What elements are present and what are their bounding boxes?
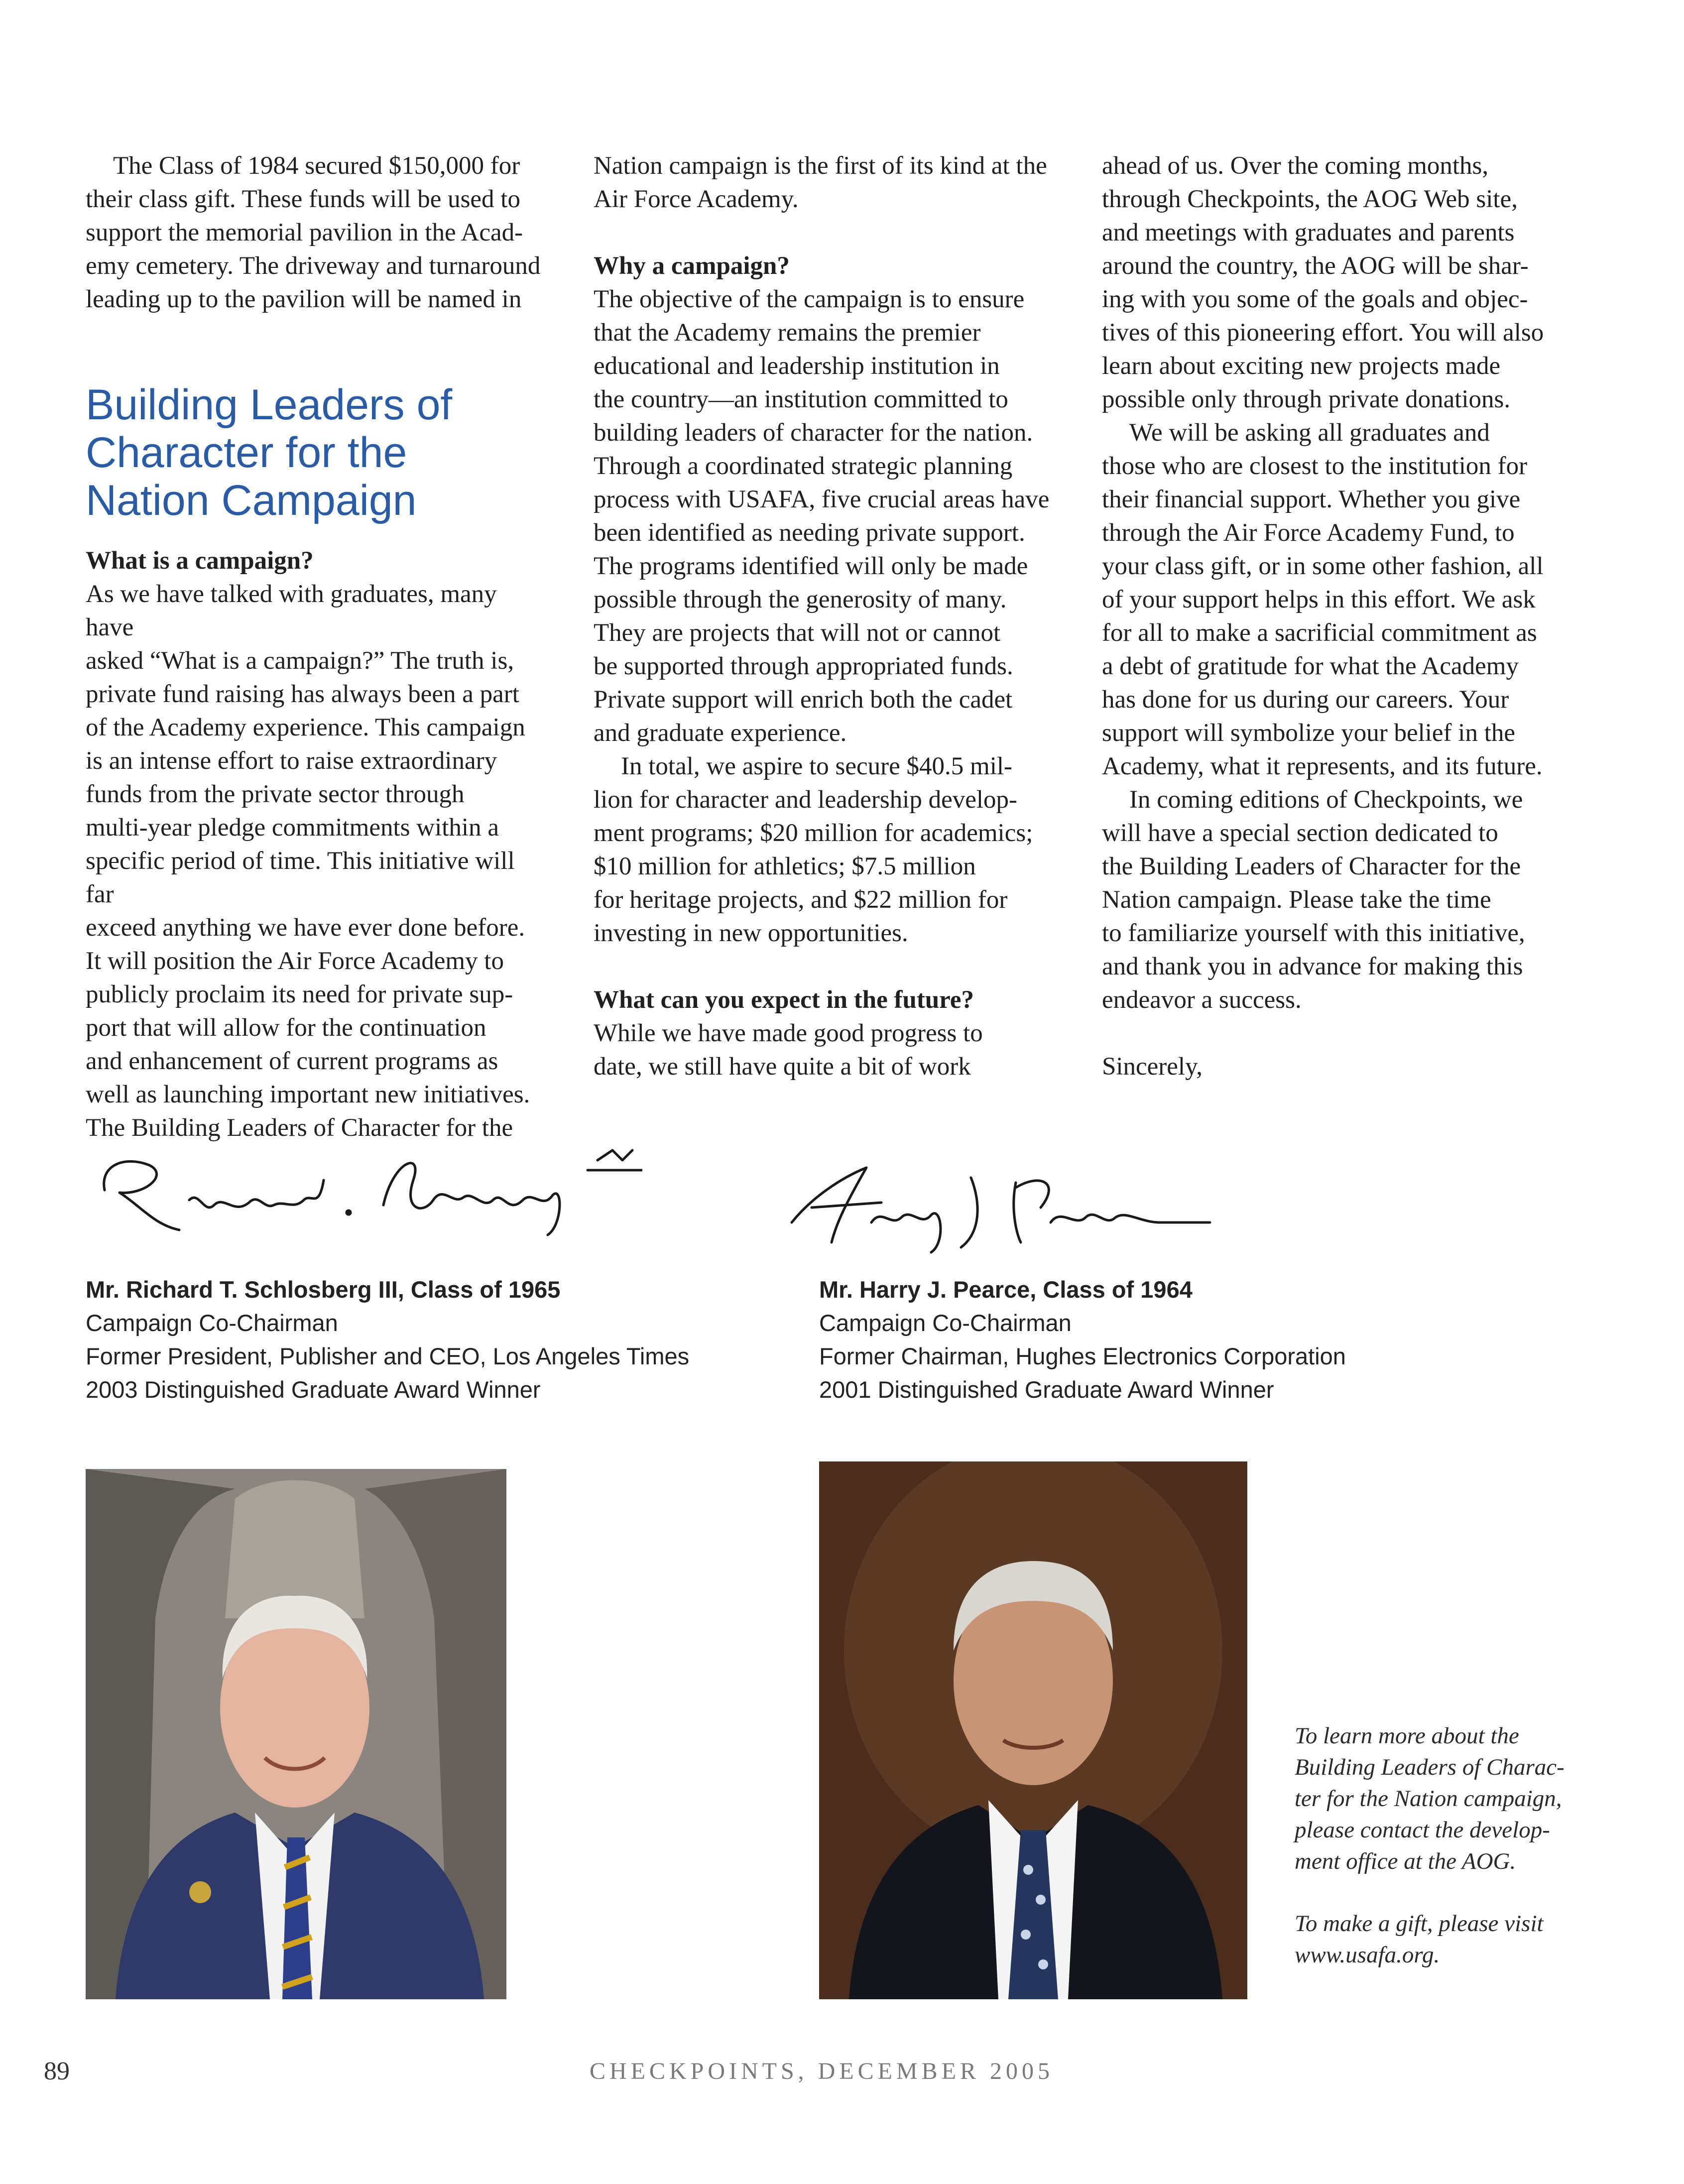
sidebar-contact — [1295, 1720, 1603, 1877]
text-line: ing with you some of the goals and objec- — [1102, 285, 1528, 313]
text-line: It will position the Air Force Academy to — [86, 947, 504, 975]
website-link[interactable]: www.usafa.org. — [1295, 1942, 1440, 1968]
closing: Sincerely, — [1102, 1053, 1203, 1081]
text-line: ahead of us. Over the coming months, — [1102, 152, 1489, 180]
text-line: a debt of gratitude for what the Academy — [1102, 652, 1519, 680]
text-line: for all to make a sacrificial commitment as — [1102, 619, 1537, 647]
text-line: Nation campaign. Please take the time — [1102, 886, 1491, 914]
what-is-campaign-paragraph — [86, 578, 549, 1145]
signer-name: Mr. Harry J. Pearce, Class of 1964 — [819, 1276, 1193, 1303]
portrait-photo-schlosberg — [86, 1469, 506, 1999]
text-line: ment programs; $20 million for academics; — [594, 819, 1033, 847]
text-line: funds from the private sector through — [86, 780, 465, 808]
subhead-why-campaign: Why a campaign? — [594, 252, 790, 280]
sidebar-gift — [1295, 1908, 1603, 1971]
text-line: In total, we aspire to secure $40.5 mil- — [621, 752, 1013, 780]
text-line: exceed anything we have ever done before. — [86, 914, 525, 942]
text-line: As we have talked with graduates, many have — [86, 580, 497, 641]
subhead-future: What can you expect in the future? — [594, 986, 974, 1014]
text-line: specific period of time. This initiative will far — [86, 847, 515, 908]
text-line: asked “What is a campaign?” The truth is, — [86, 647, 514, 675]
text-line: leading up to the pavilion will be named in — [86, 285, 522, 313]
spacer — [594, 216, 1067, 249]
text-line: Nation campaign is the first of its kind at the — [594, 152, 1047, 180]
text-line: of your support helps in this effort. We ask — [1102, 586, 1536, 613]
text-line: those who are closest to the institution for — [1102, 452, 1528, 480]
signer-award: 2001 Distinguished Graduate Award Winner — [819, 1376, 1274, 1403]
text-line: and graduate experience. — [594, 719, 847, 747]
text-line: They are projects that will not or cannot — [594, 619, 1001, 647]
text-line: emy cemetery. The driveway and turnaround — [86, 252, 541, 280]
portrait-photo-pearce — [819, 1461, 1247, 1999]
publication-footer: CHECKPOINTS, DECEMBER 2005 — [589, 2058, 1054, 2084]
article-column-1 — [86, 149, 549, 1145]
text-line: to familiarize yourself with this initiative, — [1102, 919, 1525, 947]
text-line: Air Force Academy. — [594, 185, 799, 213]
article-column-3 — [1102, 149, 1575, 1084]
text-line: The Building Leaders of Character for the — [86, 1114, 513, 1142]
text-line: their financial support. Whether you give — [1102, 485, 1521, 513]
text-line: process with USAFA, five crucial areas have — [594, 485, 1050, 513]
signer-title: Former Chairman, Hughes Electronics Corporation — [819, 1343, 1346, 1369]
text-line: We will be asking all graduates and — [1129, 419, 1490, 447]
text-line: and enhancement of current programs as — [86, 1047, 498, 1075]
text-line: While we have made good progress to — [594, 1019, 983, 1047]
signer-title: Former President, Publisher and CEO, Los Angeles Times — [86, 1343, 690, 1369]
text-line: tives of this pioneering effort. You will also — [1102, 319, 1544, 347]
text-line: around the country, the AOG will be shar- — [1102, 252, 1529, 280]
text-line: To make a gift, please visit — [1295, 1911, 1544, 1937]
text-line: the country—an institution committed to — [594, 385, 1008, 413]
text-line: building leaders of character for the nation. — [594, 419, 1033, 447]
signer-role: Campaign Co-Chairman — [819, 1310, 1072, 1336]
headline-line: Building Leaders of — [86, 381, 453, 429]
text-line: $10 million for athletics; $7.5 million — [594, 852, 976, 880]
headline-line: Character for the — [86, 429, 407, 477]
text-line: publicly proclaim its need for private sup- — [86, 980, 513, 1008]
text-line: is an intense effort to raise extraordinary — [86, 747, 497, 775]
text-line: be supported through appropriated funds. — [594, 652, 1013, 680]
text-line: private fund raising has always been a part — [86, 680, 519, 708]
signer-role: Campaign Co-Chairman — [86, 1310, 338, 1336]
text-line: The Class of 1984 secured $150,000 for — [113, 152, 520, 180]
text-line: Private support will enrich both the cadet — [594, 686, 1013, 714]
text-line: through the Air Force Academy Fund, to — [1102, 519, 1515, 547]
text-line: lion for character and leadership develop- — [594, 786, 1018, 814]
subhead-what-is-campaign: What is a campaign? — [86, 547, 314, 575]
text-line: well as launching important new initiatives. — [86, 1081, 530, 1108]
signer-info-pearce — [819, 1273, 1346, 1406]
text-line: their class gift. These funds will be used to — [86, 185, 520, 213]
text-line: support the memorial pavilion in the Acad- — [86, 219, 523, 246]
signature-schlosberg — [85, 1130, 642, 1240]
headline-line: Nation Campaign — [86, 477, 417, 524]
text-line: date, we still have quite a bit of work — [594, 1053, 971, 1081]
campaign-headline — [86, 381, 549, 524]
signer-info-schlosberg — [86, 1273, 689, 1406]
text-line: endeavor a success. — [1102, 986, 1302, 1014]
text-line: The objective of the campaign is to ensure — [594, 285, 1025, 313]
text-line: ment office at the AOG. — [1295, 1848, 1516, 1874]
text-line: of the Academy experience. This campaign — [86, 714, 525, 741]
text-line: To learn more about the — [1295, 1723, 1519, 1749]
text-line: possible through the generosity of many. — [594, 586, 1007, 613]
signature-pearce — [782, 1148, 1220, 1257]
text-line: your class gift, or in some other fashion, all — [1102, 552, 1544, 580]
page-number: 89 — [44, 2057, 70, 2085]
signer-name: Mr. Richard T. Schlosberg III, Class of 1965 — [86, 1276, 561, 1303]
spacer — [1102, 1017, 1575, 1050]
intro-paragraph — [86, 149, 549, 316]
text-line: educational and leadership institution in — [594, 352, 1000, 380]
spacer — [594, 950, 1067, 983]
text-line: support will symbolize your belief in the — [1102, 719, 1516, 747]
text-line: Building Leaders of Charac- — [1295, 1754, 1564, 1780]
text-line: has done for us during our careers. Your — [1102, 686, 1509, 714]
text-line: for heritage projects, and $22 million for — [594, 886, 1008, 914]
text-line: Through a coordinated strategic planning — [594, 452, 1013, 480]
signer-award: 2003 Distinguished Graduate Award Winner — [86, 1376, 541, 1403]
text-line: and meetings with graduates and parents — [1102, 219, 1515, 246]
text-line: been identified as needing private support. — [594, 519, 1025, 547]
text-line: please contact the develop- — [1295, 1817, 1550, 1843]
text-line: possible only through private donations. — [1102, 385, 1511, 413]
text-line: Academy, what it represents, and its future. — [1102, 752, 1543, 780]
text-line: that the Academy remains the premier — [594, 319, 981, 347]
text-line: will have a special section dedicated to — [1102, 819, 1498, 847]
text-line: The programs identified will only be made — [594, 552, 1028, 580]
text-line: port that will allow for the continuation — [86, 1014, 486, 1042]
text-line: learn about exciting new projects made — [1102, 352, 1501, 380]
text-line: and thank you in advance for making this — [1102, 953, 1523, 980]
sidebar-note — [1295, 1720, 1603, 2002]
text-line: through Checkpoints, the AOG Web site, — [1102, 185, 1518, 213]
text-line: In coming editions of Checkpoints, we — [1129, 786, 1523, 814]
text-line: the Building Leaders of Character for the — [1102, 852, 1521, 880]
text-line: investing in new opportunities. — [594, 919, 908, 947]
article-column-2 — [594, 149, 1067, 1084]
text-line: ter for the Nation campaign, — [1295, 1786, 1562, 1812]
text-line: multi-year pledge commitments within a — [86, 814, 499, 842]
